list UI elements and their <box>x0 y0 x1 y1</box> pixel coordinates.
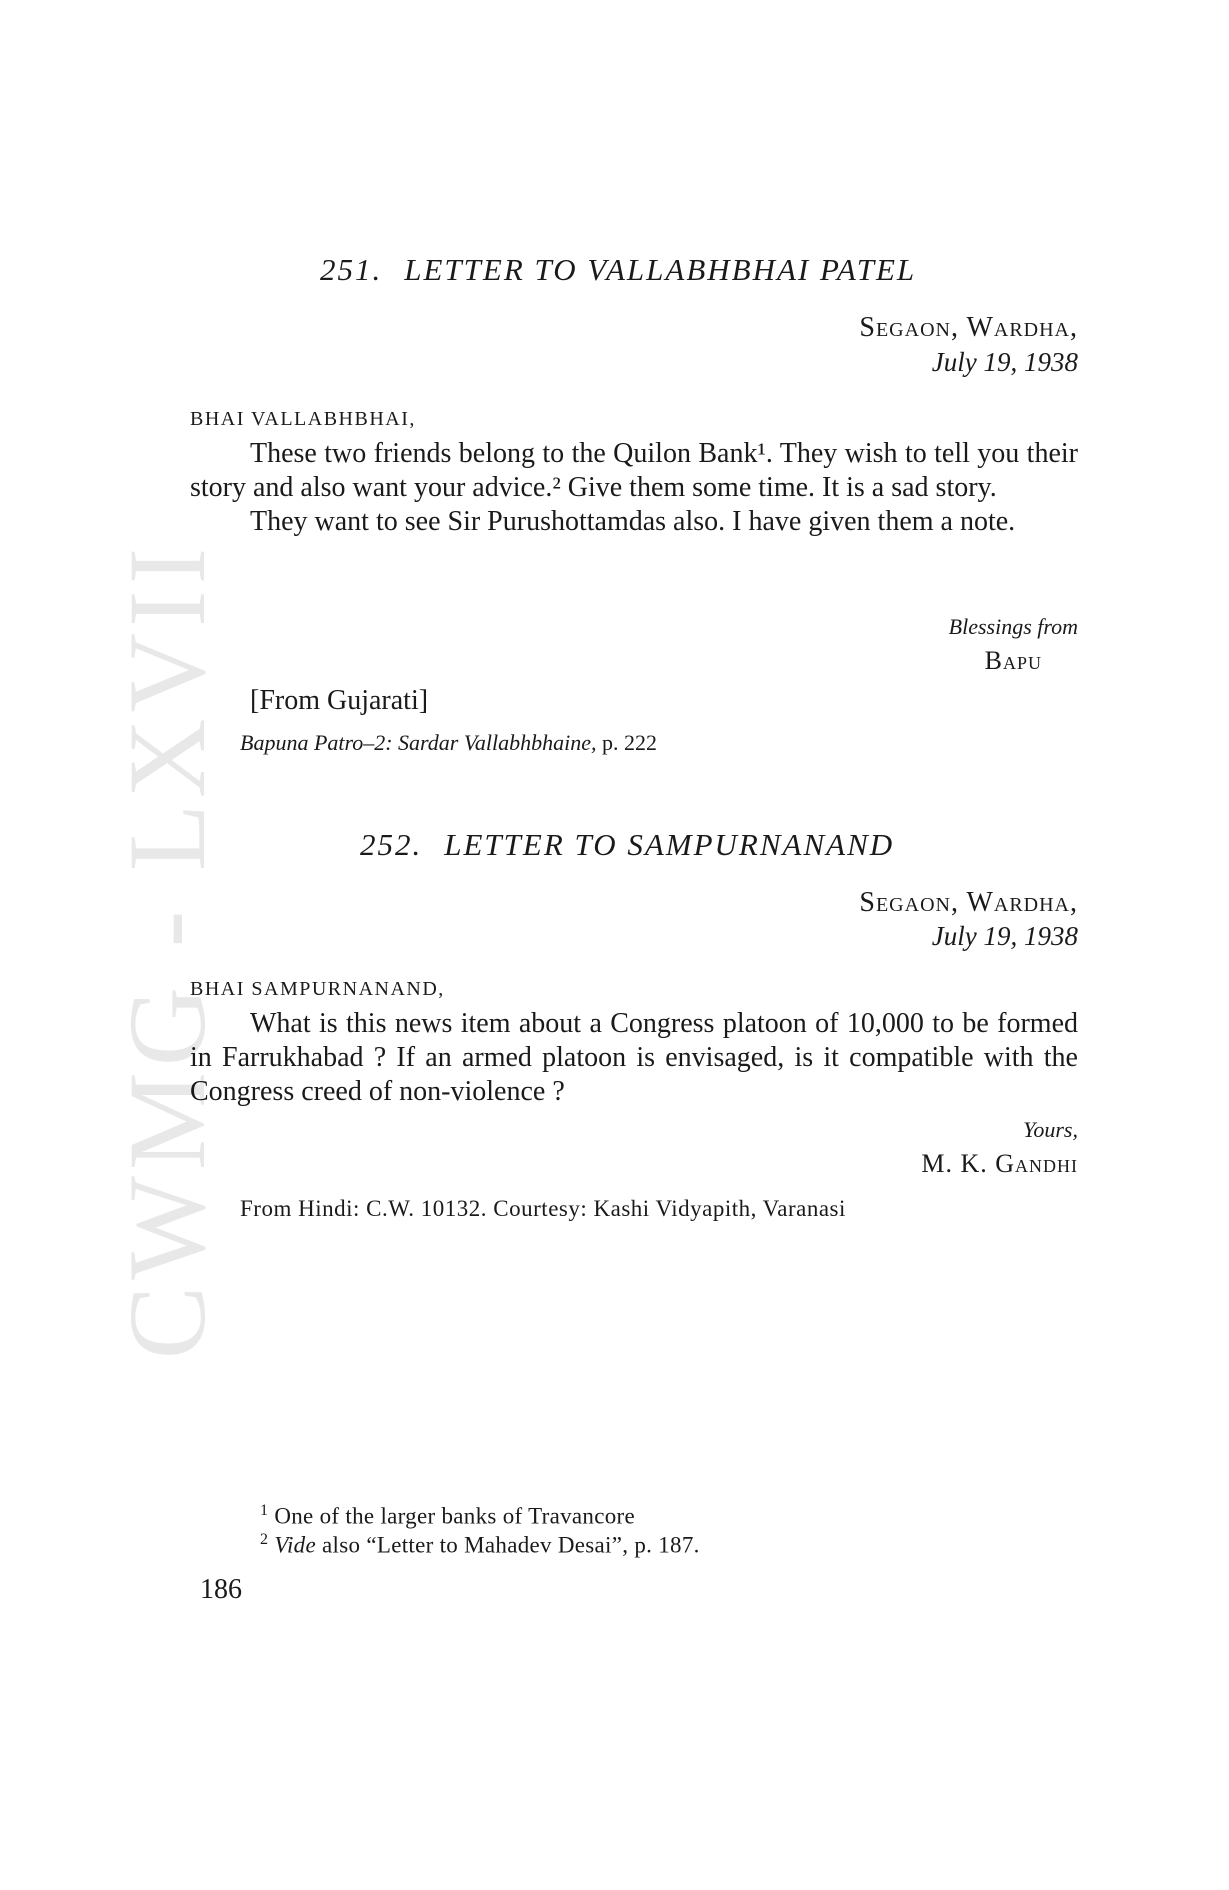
letter1-paragraph-2: They want to see Sir Purushottamdas also. I have given them a note. <box>250 506 1016 537</box>
letter2-signature: M. K. Gandhi <box>921 1149 1078 1178</box>
letter1-title: LETTER TO VALLABHBHAI PATEL <box>404 252 917 287</box>
letter2-heading <box>360 827 894 863</box>
letter1-citation <box>240 730 657 756</box>
footnote-2 <box>260 1531 700 1559</box>
letter1-number: 251. <box>320 252 383 287</box>
letter1-closing: Blessings from <box>948 614 1078 639</box>
watermark-text: CWMG - LXVII <box>106 541 229 1359</box>
letter1-paragraph-1: These two friends belong to the Quilon Bank¹. They wish to tell you their story and also want your advice.² Give them some time. It is a sad story. <box>190 438 1078 503</box>
letter2-salutation: BHAI SAMPURNANAND, <box>190 978 445 1000</box>
letter1-salutation: BHAI VALLABHBHAI, <box>190 408 416 430</box>
footnote-2-text: also “Letter to Mahadev Desai”, p. 187. <box>322 1532 700 1558</box>
letter2-closing: Yours, <box>1023 1117 1078 1142</box>
letter1-date: July 19, 1938 <box>931 347 1078 377</box>
letter1-place: Segaon, Wardha, <box>859 312 1078 343</box>
letter2-title: LETTER TO SAMPURNANAND <box>444 827 895 862</box>
footnote-1-number: 1 <box>260 1502 269 1519</box>
letter1-heading <box>320 252 916 288</box>
letter1-source: [From Gujarati] <box>250 685 429 716</box>
letter1-citation-page: p. 222 <box>601 730 657 755</box>
letter2-place: Segaon, Wardha, <box>859 887 1078 918</box>
letter1-citation-title: Bapuna Patro–2: Sardar Vallabhbhaine, <box>240 730 597 755</box>
footnote-1 <box>260 1502 635 1530</box>
page-number: 186 <box>200 1574 242 1605</box>
letter2-body <box>190 1007 1078 1109</box>
letter2-paragraph-1: What is this news item about a Congress platoon of 10,000 to be formed in Farrukhabad ? If an armed platoon is envisaged, is it compatible with the Congress creed of non-violence ? <box>190 1008 1078 1107</box>
letter1-signature: Bapu <box>984 646 1042 675</box>
footnote-2-italic: Vide <box>274 1532 316 1558</box>
letter2-number: 252. <box>360 827 423 862</box>
footnote-1-text: One of the larger banks of Travancore <box>274 1503 635 1529</box>
watermark <box>106 420 229 1480</box>
footnote-2-number: 2 <box>260 1531 269 1548</box>
letter1-body <box>190 437 1078 539</box>
letter2-date: July 19, 1938 <box>931 921 1078 951</box>
letter2-source: From Hindi: C.W. 10132. Courtesy: Kashi Vidyapith, Varanasi <box>240 1196 846 1221</box>
